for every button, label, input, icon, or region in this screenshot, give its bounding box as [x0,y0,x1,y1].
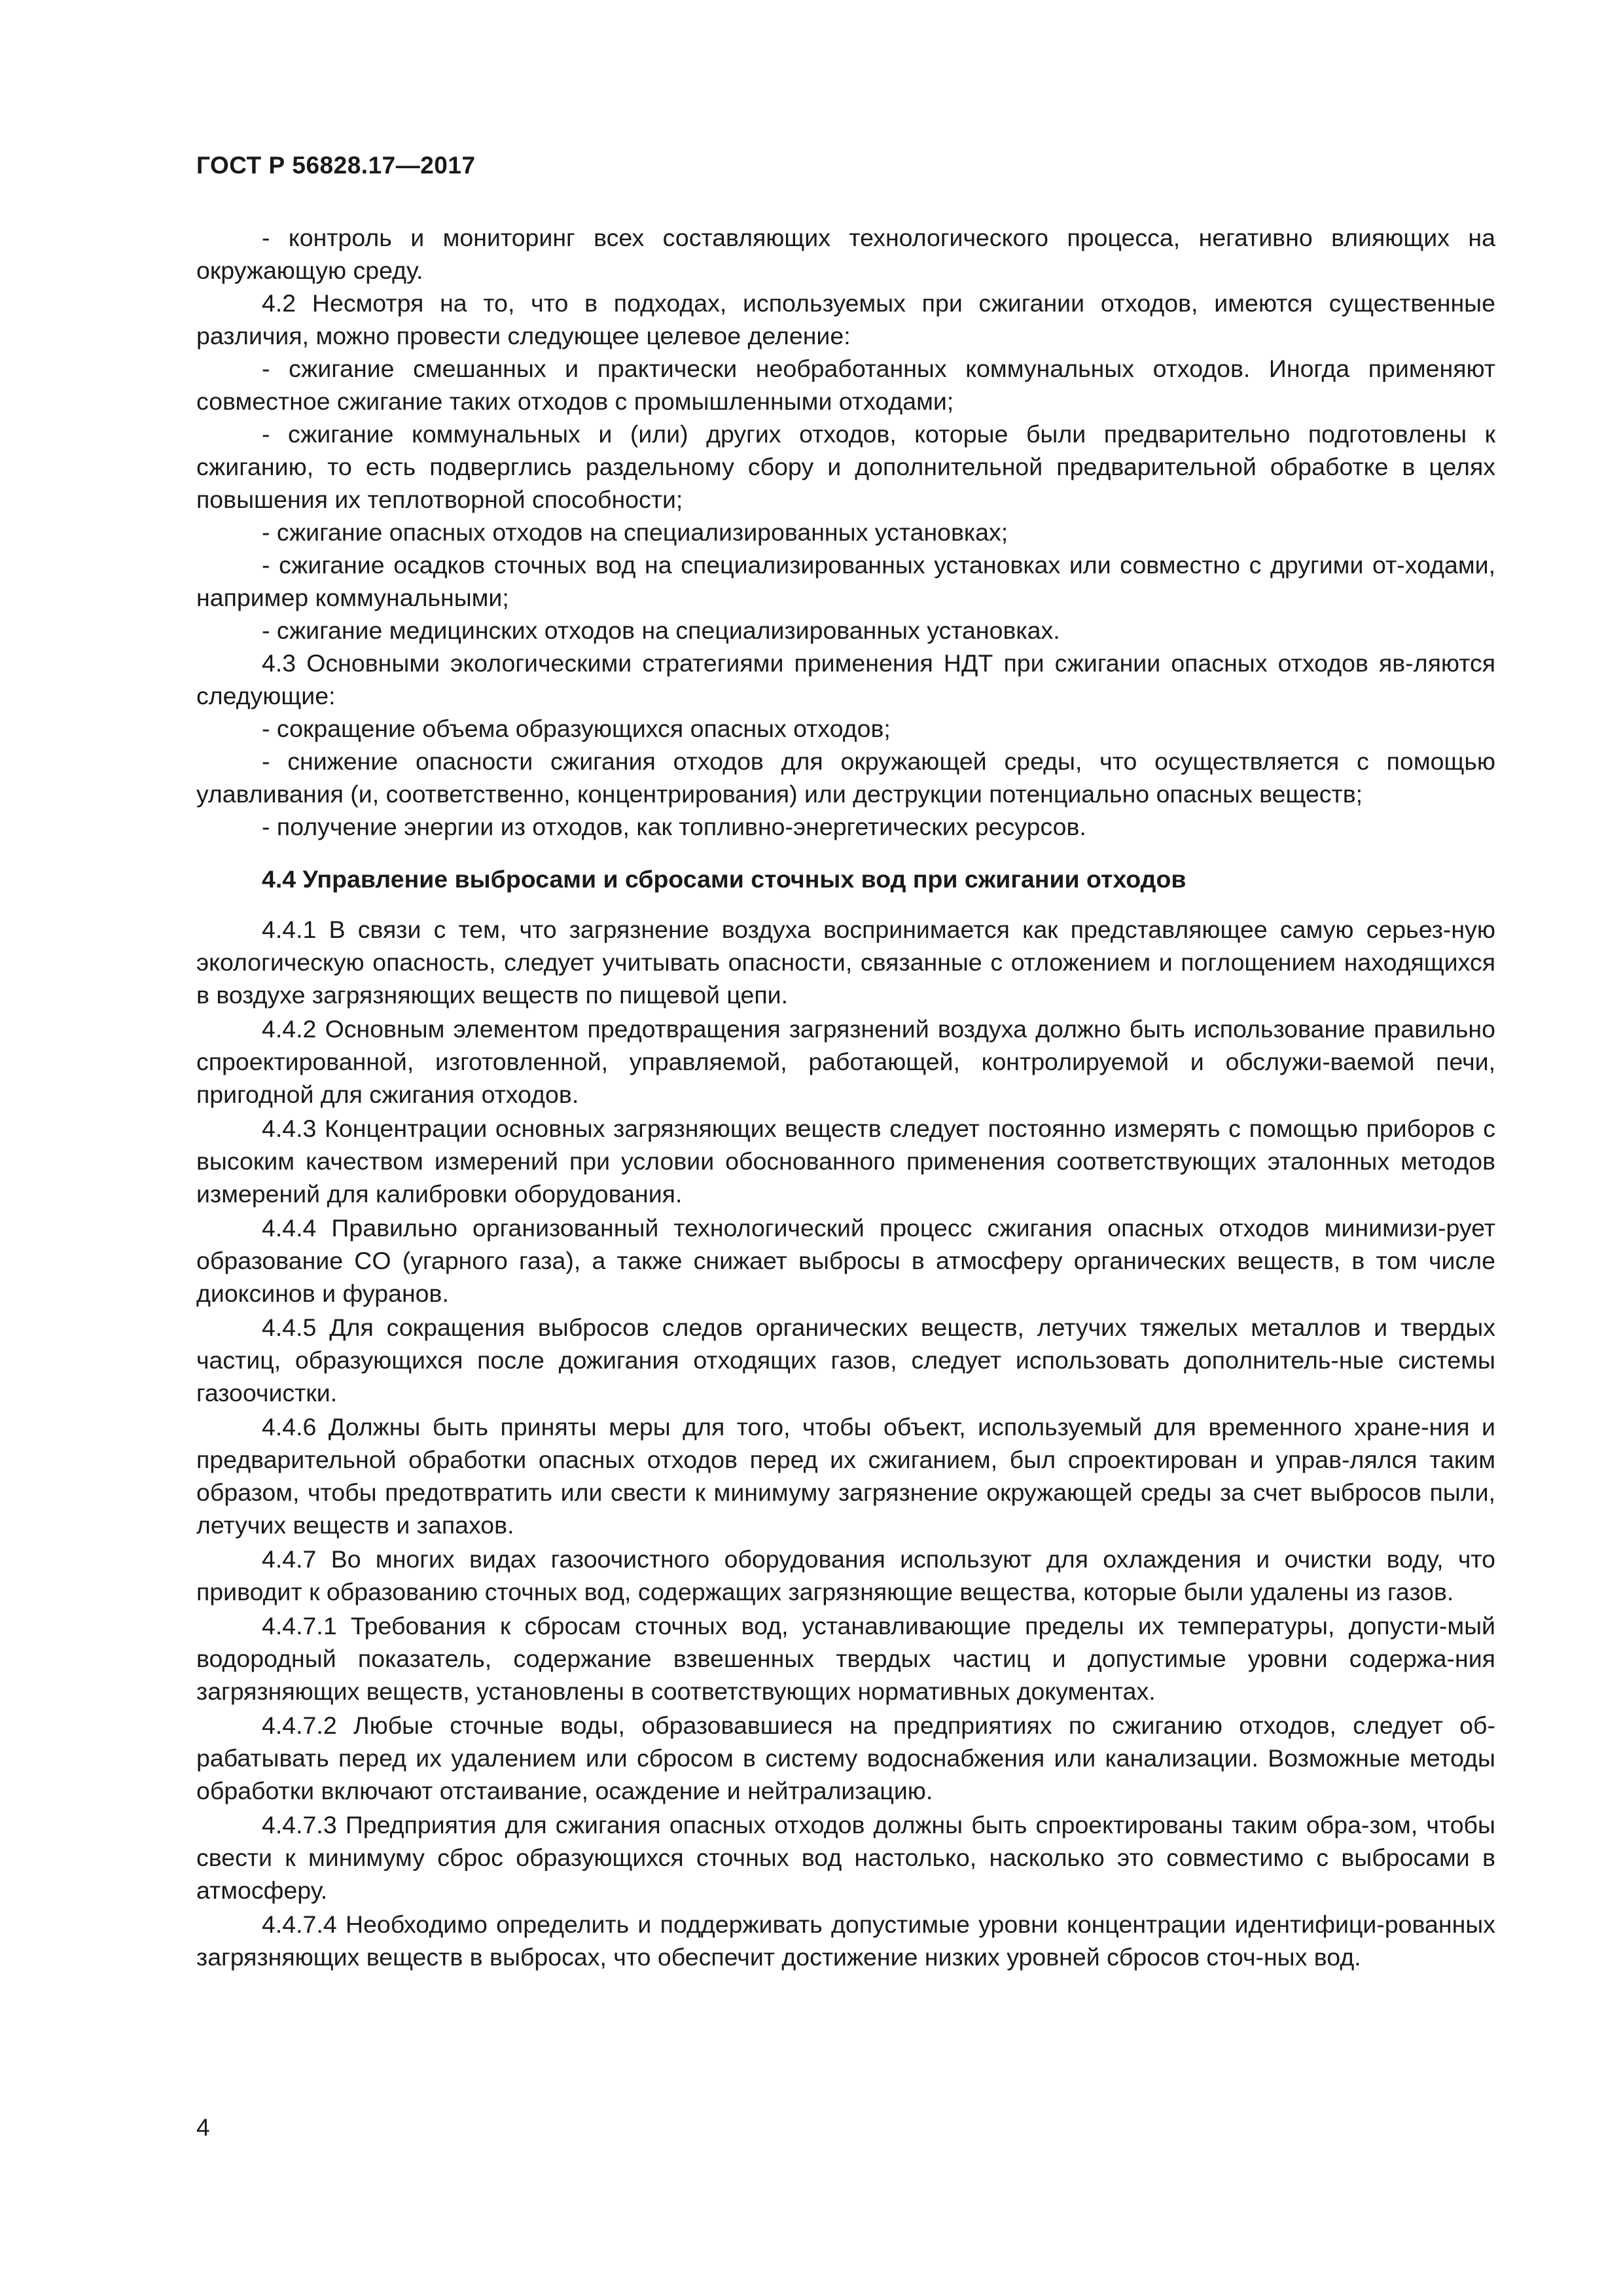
paragraph: - снижение опасности сжигания отходов для окружающей среды, что осуществляется с помощью улавливания (и, соответственно, концентрирования) или деструкции потенциально опасных веществ; [196,747,1495,808]
numbered-paragraph: 4.4.3 Концентрации основных загрязняющих веществ следует постоянно измерять с помощью приборов с высоким качеством измерений при условии обоснованного применения соответствующих эталонных методов измерений для калибровки оборудования. [196,1115,1495,1208]
paragraph: - сжигание осадков сточных вод на специализированных установках или совместно с другими от-ходами, например коммунальными; [196,551,1495,611]
paragraph: 4.3 Основными экологическими стратегиями применения НДТ при сжигании опасных отходов яв-ляются следующие: [196,649,1495,709]
page-number: 4 [196,2114,210,2141]
document-body [196,221,1495,1975]
numbered-paragraph: 4.4.5 Для сокращения выбросов следов органических веществ, летучих тяжелых металлов и твердых частиц, образующихся после дожигания отходящих газов, следует использовать дополнитель-ные системы газоочистки. [196,1314,1495,1407]
numbered-paragraph: 4.4.6 Должны быть приняты меры для того, чтобы объект, используемый для временного хране-ния и предварительной обработки опасных отходов перед их сжиганием, был спроектирован и управ-лялся таким образом, чтобы предотвратить или свести к минимуму загрязнение окружающей среды за счет выбросов пыли, летучих веществ и запахов. [196,1413,1495,1539]
document-header: ГОСТ Р 56828.17—2017 [196,152,476,179]
numbered-paragraph: 4.4.7 Во многих видах газоочистного оборудования используют для охлаждения и очистки воду, что приводит к образованию сточных вод, содержащих загрязняющие вещества, которые были удалены из газов. [196,1545,1495,1605]
paragraph: - сжигание смешанных и практически необработанных коммунальных отходов. Иногда применяют совместное сжигание таких отходов с промышленными отходами; [196,355,1495,415]
numbered-paragraph: 4.4.1 В связи с тем, что загрязнение воздуха воспринимается как представляющее самую серьез-ную экологическую опасность, следует учитывать опасности, связанные с отложением и поглощением находящихся в воздухе загрязняющих веществ по пищевой цепи. [196,916,1495,1009]
paragraph: - получение энергии из отходов, как топливно-энергетических ресурсов. [262,813,1086,840]
numbered-paragraph: 4.4.7.2 Любые сточные воды, образовавшиеся на предприятиях по сжиганию отходов, следует об-рабатывать перед их удалением или сбросом в систему водоснабжения или канализации. Возможные методы обработки включают отстаивание, осаждение и нейтрализацию. [196,1712,1495,1804]
paragraph: - контроль и мониторинг всех составляющих технологического процесса, негативно влияющих на окружающую среду. [196,224,1495,284]
paragraph: - сжигание коммунальных и (или) других отходов, которые были предварительно подготовлены к сжиганию, то есть подверглись раздельному сбору и дополнительной предварительной обработке в целях повышения их теплотворной способности; [196,420,1495,513]
paragraph: - сжигание медицинских отходов на специализированных установках. [262,617,1060,644]
numbered-paragraph: 4.4.4 Правильно организованный технологический процесс сжигания опасных отходов минимизи-рует образование CO (угарного газа), а также снижает выбросы в атмосферу органических веществ, в том числе диоксинов и фуранов. [196,1214,1495,1307]
paragraph: 4.2 Несмотря на то, что в подходах, используемых при сжигании отходов, имеются существенные различия, можно провести следующее целевое деление: [196,289,1495,350]
numbered-paragraph: 4.4.7.4 Необходимо определить и поддерживать допустимые уровни концентрации идентифици-рованных загрязняющих веществ в выбросах, что обеспечит достижение низких уровней сбросов сточ-ных вод. [196,1910,1495,1971]
numbered-paragraph: 4.4.7.1 Требования к сбросам сточных вод, устанавливающие пределы их температуры, допусти-мый водородный показатель, содержание взвешенных твердых частиц и допустимые уровни содержа-ния загрязняющих веществ, установлены в соответствующих нормативных документах. [196,1612,1495,1705]
document-page [196,0,1495,2296]
numbered-paragraph: 4.4.7.3 Предприятия для сжигания опасных отходов должны быть спроектированы таким обра-зом, чтобы свести к минимуму сброс образующихся сточных вод настолько, насколько это совместимо с выбросами в атмосферу. [196,1811,1495,1904]
paragraph: - сокращение объема образующихся опасных отходов; [262,715,891,742]
section-heading: 4.4 Управление выбросами и сбросами сточных вод при сжигании отходов [262,865,1186,893]
numbered-paragraph: 4.4.2 Основным элементом предотвращения загрязнений воздуха должно быть использование правильно спроектированной, изготовленной, управляемой, работающей, контролируемой и обслужи-ваемой печи, пригодной для сжигания отходов. [196,1015,1495,1108]
paragraph: - сжигание опасных отходов на специализированных установках; [262,518,1008,546]
